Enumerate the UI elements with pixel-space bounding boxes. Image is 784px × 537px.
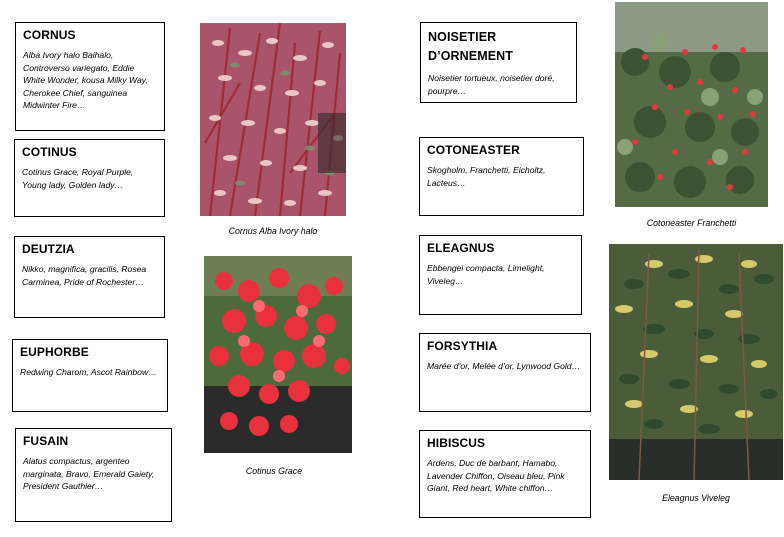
- plant-varieties: Marée d’or, Melée d’or, Lynwood Gold…: [427, 361, 581, 371]
- photo-cotinus: [204, 256, 352, 453]
- plant-card-cotoneaster: [419, 137, 584, 216]
- plant-card-euphorbe: [12, 339, 168, 412]
- photo-caption: Cotinus Grace: [245, 466, 303, 476]
- photo-caption: Eleagnus Viveleg: [662, 493, 730, 503]
- plant-varieties: Ardens, Duc de barbant, Hamabo, Lavender Chiffon, Oiseau bleu, Pink Giant, Red heart, White chiffon…: [427, 458, 565, 493]
- plant-name: EUPHORBE: [20, 345, 89, 359]
- photo-cornus: [200, 23, 346, 216]
- plant-card-eleagnus: [419, 235, 582, 315]
- plant-card-noisetier: [420, 22, 577, 103]
- plant-name: COTONEASTER: [427, 143, 520, 157]
- photo-caption: Cornus Alba Ivory halo: [228, 226, 318, 236]
- plant-name: FORSYTHIA: [427, 339, 498, 353]
- plant-varieties: Noisetier tortueux, noisetier doré, pourpre…: [428, 73, 555, 96]
- plant-card-hibiscus: [419, 430, 591, 518]
- plant-name: NOISETIER D’ORNEMENT: [428, 30, 514, 63]
- plant-name: HIBISCUS: [427, 436, 486, 450]
- plant-varieties: Ebbengei compacta, Limelight, Viveleg…: [427, 263, 545, 286]
- photo-caption: Cotoneaster Franchetti: [646, 218, 737, 228]
- plant-varieties: Nikko, magnifica, gracilis, Rosea Carminea, Pride of Rochester…: [22, 264, 147, 287]
- plant-name: DEUTZIA: [22, 242, 75, 256]
- plant-varieties: Redwing Charom, Ascot Rainbow…: [20, 367, 157, 377]
- plant-name: COTINUS: [22, 145, 77, 159]
- plant-varieties: Alba Ivory halo Baihalo, Controverso variegato, Eddie White Wonder, kousa Milky Way, Cherokee Chief, sanguinea Midwinter Fire…: [23, 50, 148, 110]
- photo-eleagnus: [609, 244, 783, 480]
- plant-varieties: Skogholm, Franchetti, Eicholtz, Lacteus…: [427, 165, 546, 188]
- plant-varieties: Alatus compactus, argenteo marginata, Bravo, Emerald Gaiety, President Gauthier…: [23, 456, 155, 491]
- plant-card-deutzia: [14, 236, 165, 318]
- plant-card-cotinus: [14, 139, 165, 217]
- plant-varieties: Cotinus Grace, Royal Purple, Young lady, Golden lady…: [22, 167, 134, 190]
- plant-card-cornus: [15, 22, 165, 131]
- plant-card-forsythia: [419, 333, 591, 412]
- plant-card-fusain: [15, 428, 172, 522]
- photo-cotoneaster: [615, 2, 768, 207]
- plant-name: FUSAIN: [23, 434, 69, 448]
- plant-name: CORNUS: [23, 28, 76, 42]
- plant-name: ELEAGNUS: [427, 241, 495, 255]
